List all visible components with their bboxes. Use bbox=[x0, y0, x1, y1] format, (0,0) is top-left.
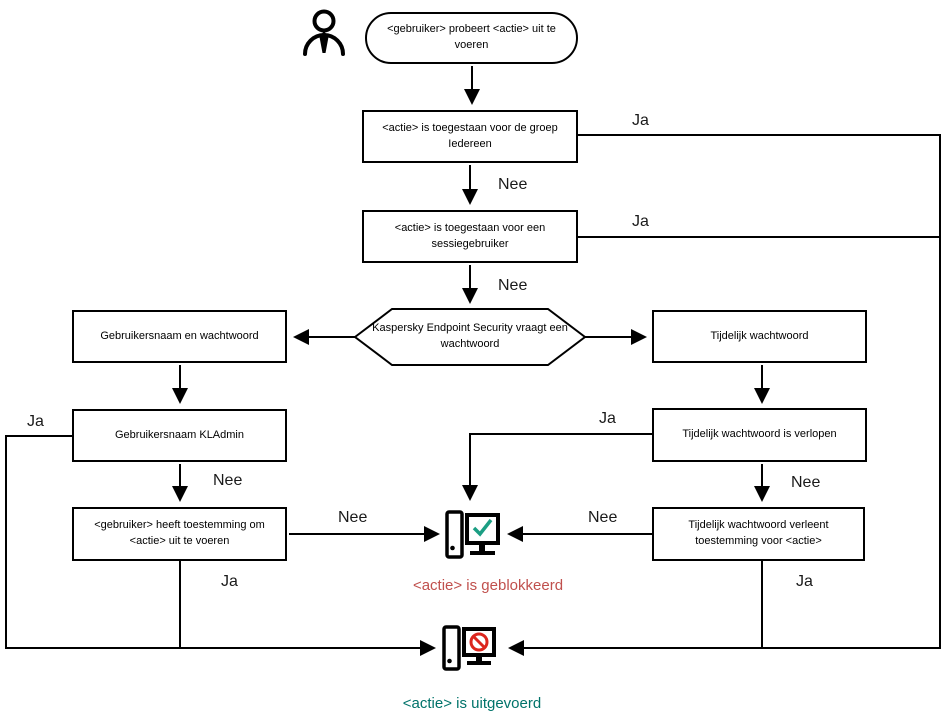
node-start: <gebruiker> probeert <actie> uit te voeren bbox=[365, 12, 578, 64]
edge-label-nee-expired: Nee bbox=[791, 474, 821, 491]
edge-label-nee-kladmin: Nee bbox=[213, 472, 243, 489]
edge-label-ja-kladmin: Ja bbox=[27, 413, 44, 430]
result-blocked-label: <actie> is geblokkeerd bbox=[412, 577, 564, 594]
node-user-has-permission: <gebruiker> heeft toestemming om <actie> uit te voeren bbox=[72, 507, 287, 561]
node-username-password: Gebruikersnaam en wachtwoord bbox=[72, 310, 287, 363]
edge-label-nee-everyone: Nee bbox=[498, 176, 528, 193]
edge-label-nee-grants: Nee bbox=[588, 509, 618, 526]
edge-label-ja-expired: Ja bbox=[599, 410, 616, 427]
node-password-prompt: Kaspersky Endpoint Security vraagt een wachtwoord bbox=[372, 322, 568, 350]
person-icon bbox=[305, 12, 343, 55]
edge-label-ja-session: Ja bbox=[632, 213, 649, 230]
node-temp-password-expired: Tijdelijk wachtwoord is verlopen bbox=[652, 408, 867, 462]
edge-label-ja-grants: Ja bbox=[796, 573, 813, 590]
edge-label-ja-everyone: Ja bbox=[632, 112, 649, 129]
node-username-kladmin: Gebruikersnaam KLAdmin bbox=[72, 409, 287, 462]
result-executed-label: <actie> is uitgevoerd bbox=[402, 695, 542, 712]
edge-label-ja-permission: Ja bbox=[221, 573, 238, 590]
computer-with-prohibited-sign-icon bbox=[444, 627, 494, 669]
edge-label-nee-session: Nee bbox=[498, 277, 528, 294]
node-temp-password: Tijdelijk wachtwoord bbox=[652, 310, 867, 363]
computer-with-checkmark-icon bbox=[447, 512, 498, 557]
edge-label-nee-permission: Nee bbox=[338, 509, 368, 526]
node-allowed-session: <actie> is toegestaan voor een sessiegebruiker bbox=[362, 210, 578, 263]
node-temp-password-grants: Tijdelijk wachtwoord verleent toestemming voor <actie> bbox=[652, 507, 865, 561]
node-allowed-everyone: <actie> is toegestaan voor de groep Iedereen bbox=[362, 110, 578, 163]
